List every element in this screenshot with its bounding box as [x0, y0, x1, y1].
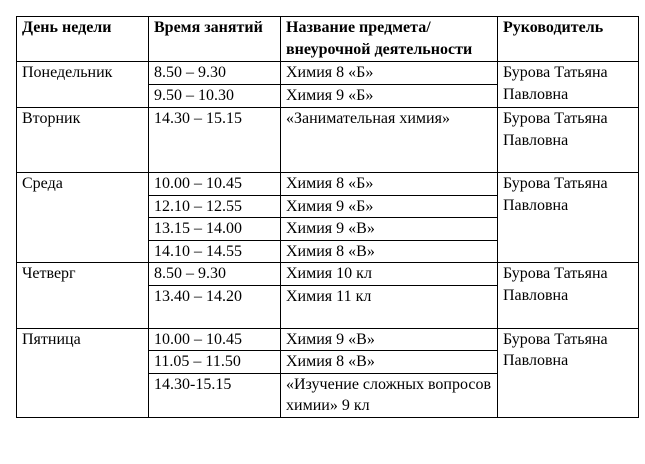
- header-leader: Руководитель: [498, 17, 639, 62]
- leader-cell: Бурова Татьяна Павловна: [498, 173, 639, 263]
- time-cell: 10.00 – 10.45: [149, 328, 281, 351]
- leader-cell: Бурова Татьяна Павловна: [498, 263, 639, 329]
- subject-cell: Химия 11 кл: [281, 285, 498, 328]
- schedule-table-body: [17, 62, 639, 418]
- header-subject: Название предмета/внеурочной деятельности: [281, 17, 498, 62]
- header-day: День недели: [17, 17, 149, 62]
- table-row: [17, 263, 639, 286]
- day-cell-thursday: Четверг: [17, 263, 149, 329]
- subject-cell: Химия 9 «В»: [281, 328, 498, 351]
- time-cell: 14.30-15.15: [149, 373, 281, 417]
- table-row: [17, 108, 639, 173]
- time-cell: 14.10 – 14.55: [149, 240, 281, 263]
- header-row: [17, 17, 639, 62]
- table-row: [17, 173, 639, 196]
- subject-cell: Химия 9 «Б»: [281, 85, 498, 108]
- schedule-table-header: [17, 17, 639, 62]
- table-row: [17, 62, 639, 85]
- leader-cell: Бурова Татьяна Павловна: [498, 108, 639, 173]
- day-cell-monday: Понедельник: [17, 62, 149, 108]
- leader-cell: Бурова Татьяна Павловна: [498, 328, 639, 417]
- leader-cell: Бурова Татьяна Павловна: [498, 62, 639, 108]
- schedule-table: [16, 16, 639, 418]
- time-cell: 13.40 – 14.20: [149, 285, 281, 328]
- subject-cell: Химия 8 «Б»: [281, 173, 498, 196]
- time-cell: 8.50 – 9.30: [149, 263, 281, 286]
- table-row: [17, 328, 639, 351]
- day-cell-friday: Пятница: [17, 328, 149, 417]
- time-cell: 9.50 – 10.30: [149, 85, 281, 108]
- subject-cell: Химия 8 «В»: [281, 240, 498, 263]
- time-cell: 13.15 – 14.00: [149, 218, 281, 241]
- time-cell: 8.50 – 9.30: [149, 62, 281, 85]
- subject-cell: «Занимательная химия»: [281, 108, 498, 173]
- time-cell: 14.30 – 15.15: [149, 108, 281, 173]
- subject-cell: Химия 9 «Б»: [281, 195, 498, 218]
- subject-cell: Химия 10 кл: [281, 263, 498, 286]
- subject-cell: Химия 9 «В»: [281, 218, 498, 241]
- day-cell-tuesday: Вторник: [17, 108, 149, 173]
- time-cell: 10.00 – 10.45: [149, 173, 281, 196]
- subject-cell: Химия 8 «В»: [281, 351, 498, 374]
- time-cell: 12.10 – 12.55: [149, 195, 281, 218]
- time-cell: 11.05 – 11.50: [149, 351, 281, 374]
- subject-cell: «Изучение сложных вопросов химии» 9 кл: [281, 373, 498, 417]
- subject-cell: Химия 8 «Б»: [281, 62, 498, 85]
- day-cell-wednesday: Среда: [17, 173, 149, 263]
- header-time: Время занятий: [149, 17, 281, 62]
